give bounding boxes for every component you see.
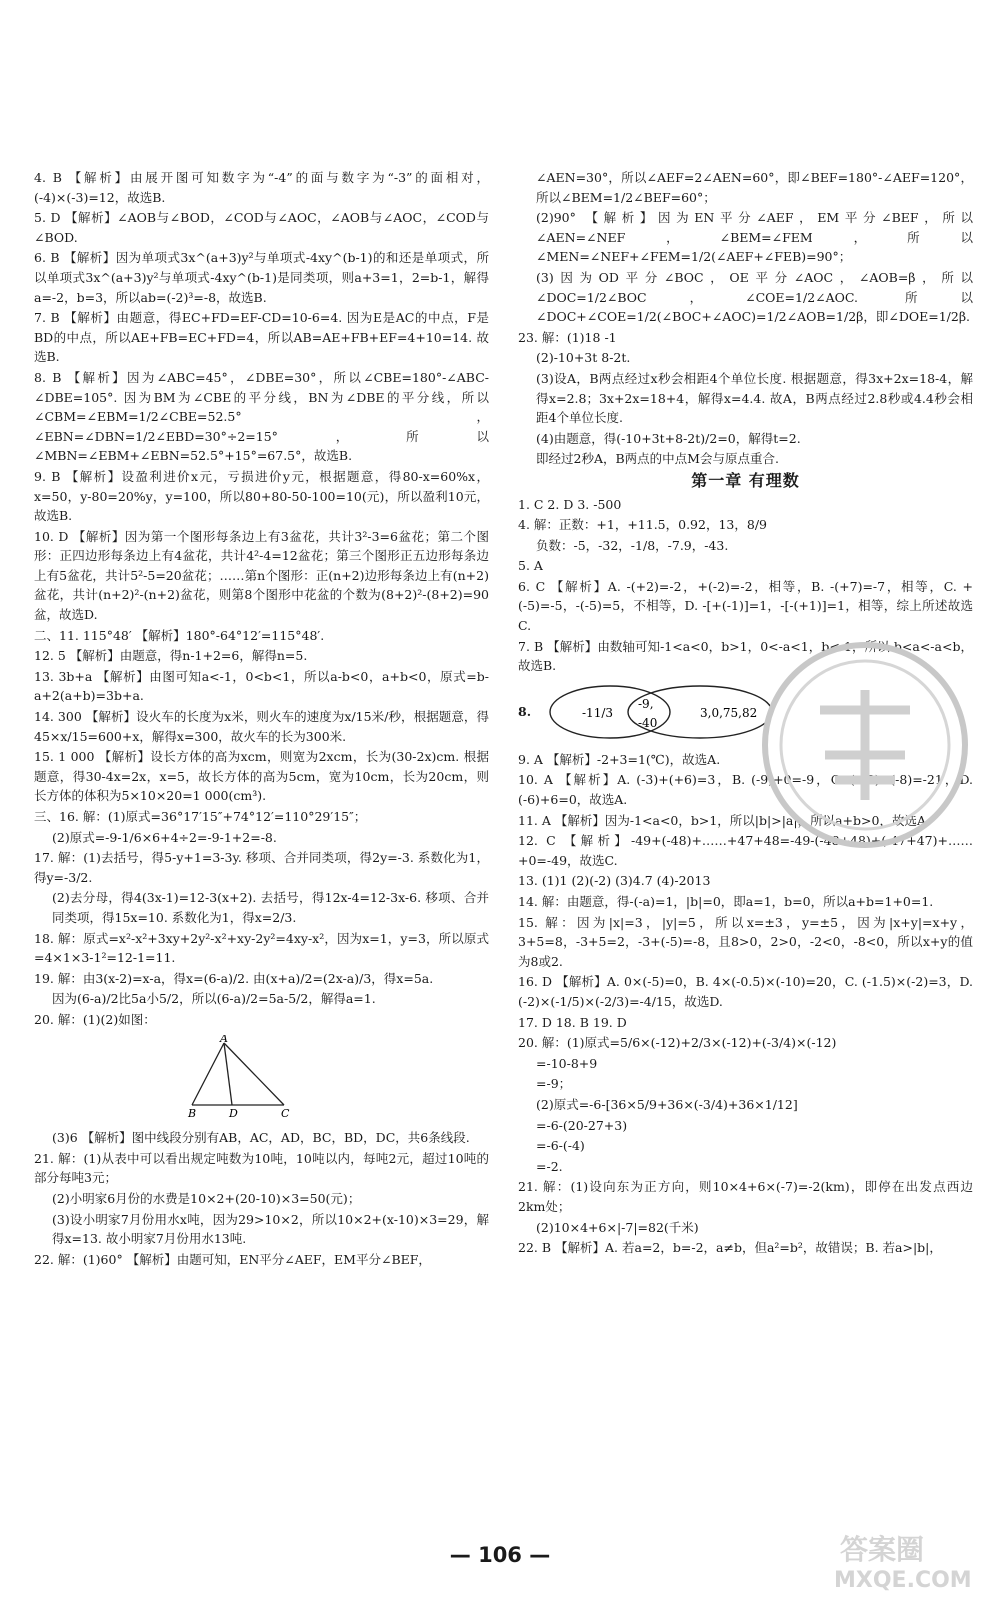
venn-middle-top: -9, <box>638 696 654 711</box>
answer-16-1: 三、16. 解：(1)原式=36°17′15″+74°12′=110°29′15″； <box>34 809 367 824</box>
answer-11: 二、11. 115°48′ 【解析】180°-64°12′=115°48′. <box>34 627 325 643</box>
ch1-answer-21-2: (2)10×4+6×|-7|=82(千米) <box>536 1219 699 1235</box>
answer-20: 20. 解：(1)(2)如图： <box>34 1011 156 1027</box>
ch1-answer-20-2: (2)原式=-6-[36×5/9+36×(-3/4)+36×1/12] <box>536 1096 798 1112</box>
answer-5: 5. D 【解析】∠AOB与∠BOD，∠COD与∠AOC，∠AOB与∠AOC，∠COD与∠BOD. <box>34 210 489 245</box>
answer-23-conclusion: 即经过2秒A，B两点的中点M会与原点重合. <box>536 451 779 467</box>
answer-22-1: 22. 解：(1)60° 【解析】由题可知，EN平分∠AEF，EM平分∠BEF， <box>34 1251 431 1267</box>
answer-22-3: (3)因为OD平分∠BOC，OE平分∠AOC，∠AOB=β，所以∠DOC=1/2∠BOC，∠COE=1/2∠AOC. 所以∠DOC+∠COE=1/2(∠BOC+∠AOC)=1/2∠AOB=1/2β，即∠DOE=1/2β. <box>536 269 973 325</box>
ch1-answer-5: 5. A <box>518 558 543 574</box>
ch1-answer-16: 16. D 【解析】A. 0×(-5)=0，B. 4×(-0.5)×(-10)=20，C. (-1.5)×(-2)=3，D. (-2)×(-1/5)×(-2/3)=-4/15，故选D. <box>518 974 973 1009</box>
ch1-answer-20-step: =-6-(-4) <box>536 1138 585 1154</box>
answer-9: 9. B 【解析】设盈利进价x元，亏损进价y元，根据题意，得80-x=60%x，x=50，y-80=20%y，y=100，所以80+80-50-100=10(元)，所以盈利10元，故选B. <box>34 468 489 524</box>
answer-22-cont: ∠AEN=30°，所以∠AEF=2∠AEN=60°，即∠BEF=180°-∠AEF=120°，所以∠BEM=1/2∠BEF=60°； <box>536 170 973 205</box>
answer-23-3: (3)设A，B两点经过x秒会相距4个单位长度. 根据题意，得3x+2x=18-4，解得x=2.8；3x+2x=18+4，解得x=4.4. 故A，B两点经过2.8秒或4.4秒会相距4个单位长度. <box>536 370 973 426</box>
ch1-answer-11: 11. A 【解析】因为-1<a<0，b>1，所以|b|>|a|，所以a+b>0，故选A. <box>518 812 930 828</box>
triangle-diagram <box>184 1035 304 1119</box>
answer-21-1: 21. 解：(1)从表中可以看出规定吨数为10吨，10吨以内，每吨2元，超过10吨的部分每吨3元； <box>34 1150 489 1186</box>
ch1-answer-20-1: 20. 解：(1)原式=5/6×(-12)+2/3×(-12)+(-3/4)×(-12) <box>518 1035 837 1051</box>
ch1-answer-22: 22. B 【解析】A. 若a=2，b=-2，a≠b，但a²=b²，故错误；B. 若a>|b|， <box>518 1240 942 1256</box>
label-b: B <box>188 1106 197 1119</box>
ch1-answer-4-negative: 负数：-5，-32，-1/8，-7.9，-43. <box>536 537 729 553</box>
site-watermark-logo <box>828 1525 988 1595</box>
ch1-answer-21-1: 21. 解：(1)设向东为正方向，则10×4+6×(-7)=-2(km)，即停在出发点西边2km处； <box>518 1179 973 1214</box>
ch1-answer-14: 14. 解：由题意，得-(-a)=1，|b|=0，即a=1，b=0，所以a+b=1+0=1. <box>518 894 934 909</box>
ch1-answer-13: 13. (1)1 (2)(-2) (3)4.7 (4)-2013 <box>518 873 711 889</box>
ch1-answer-17-19: 17. D 18. B 19. D <box>518 1014 627 1030</box>
ch1-answer-1-3: 1. C 2. D 3. -500 <box>518 496 622 512</box>
stamp-watermark-logo <box>760 640 970 850</box>
answer-19-2: 因为(6-a)/2比5a小5/2，所以(6-a)/2=5a-5/2，解得a=1. <box>52 991 376 1007</box>
answer-22-2: (2)90° 【解析】因为EN平分∠AEF，EM平分∠BEF，所以∠AEN=∠NEF，∠BEM=∠FEM，所以∠MEN=∠NEF+∠FEM=1/2(∠AEF+∠FEB)=90°； <box>536 210 973 265</box>
chapter-title: 第一章 有理数 <box>691 470 800 490</box>
venn-right: 3,0,75,82 <box>700 705 758 720</box>
answer-13: 13. 3b+a 【解析】由图可知a<-1，0<b<1，所以a-b<0，a+b<0，原式=b-a+2(a+b)=3b+a. <box>34 668 489 704</box>
page-number: — 106 — <box>449 1543 551 1567</box>
ch1-answer-20-step: =-6-(20-27+3) <box>536 1117 628 1133</box>
ch1-answer-10: 10. A 【解析】A. (-3)+(+6)=3，B. (-9)+0=-9，C. (-13)+(-8)=-21，D. (-6)+6=0，故选A. <box>518 772 973 808</box>
ch1-answer-20-step: =-10-8+9 <box>536 1055 598 1071</box>
label-c: C <box>281 1106 290 1119</box>
answer-20-3: (3)6 【解析】图中线段分别有AB，AC，AD，BC，BD，DC，共6条线段. <box>52 1130 470 1146</box>
ch1-answer-20-step: =-9； <box>536 1076 572 1092</box>
ch1-answer-20-step: =-2. <box>536 1158 563 1174</box>
answer-7: 7. B 【解析】由题意，得EC+FD=EF-CD=10-6=4. 因为E是AC的中点，F是BD的中点，所以AE+FB=EC+FD=4，所以AB=AE+FB+EF=4+10=14. 故选B. <box>34 310 489 365</box>
svg-text:答案圈: 答案圈 <box>840 1533 925 1566</box>
answer-23-2: (2)-10+3t 8-2t. <box>536 350 631 366</box>
ch1-answer-7: 7. B 【解析】由数轴可知-1<a<0，b>1，0<-a<1，b<-1，所以-b<a<-a<b，故选B. <box>518 638 973 674</box>
answer-17-1: 17. 解：(1)去括号，得5-y+1=3-3y. 移项、合并同类项，得2y=-3. 系数化为1，得y=-3/2. <box>34 850 489 885</box>
venn-middle-bottom: -40 <box>638 715 658 730</box>
venn-left: -11/3 <box>582 705 614 720</box>
answer-12: 12. 5 【解析】由题意，得n-1+2=6，解得n=5. <box>34 648 308 664</box>
ch1-answer-15: 15. 解：因为|x|=3，|y|=5，所以x=±3，y=±5，因为|x+y|=x+y，3+5=8，-3+5=2，-3+(-5)=-8，且8>0，2>0，-2<0，-8<0，所以x+y的值为8或2. <box>518 914 973 969</box>
answer-4: 4. B 【解析】由展开图可知数字为“-4”的面与数字为“-3”的面相对，(-4)×(-3)=12，故选B. <box>34 170 489 205</box>
answer-23-4: (4)由题意，得(-10+3t+8-2t)/2=0，解得t=2. <box>536 430 801 446</box>
label-d: D <box>229 1106 238 1119</box>
answer-15: 15. 1 000 【解析】设长方体的高为xcm，则宽为2xcm，长为(30-2x)cm. 根据题意，得30-4x=2x，x=5，故长方体的高为5cm，宽为10cm，长为20cm，则长方体的体积为5×10×20=1 000(cm³). <box>34 749 489 804</box>
answer-14: 14. 300 【解析】设火车的长度为x米，则火车的速度为x/15米/秒，根据题意，得45×x/15=600+x，解得x=300，故火车的长为300米. <box>34 709 489 744</box>
answer-16-2: (2)原式=-9-1/6×6+4÷2=-9-1+2=-8. <box>52 829 277 845</box>
ch1-answer-6: 6. C 【解析】A. -(+2)=-2，+(-2)=-2，相等，B. -(+7)=-7，相等，C. +(-5)=-5，-(-5)=5，不相等，D. -[+(-1)]=1，-[-(+1)]=1，相等，综上所述故选C. <box>518 578 973 634</box>
ch1-answer-9: 9. A 【解析】-2+3=1(℃)，故选A. <box>518 751 721 767</box>
left-column <box>34 168 489 1270</box>
ch1-answer-4-positive: 4. 解：正数：+1，+11.5，0.92，13，8/9 <box>518 517 767 533</box>
answer-6: 6. B 【解析】因为单项式3x^(a+3)y²与单项式-4xy^(b-1)的和还是单项式，所以单项式3x^(a+3)y²与单项式-4xy^(b-1)是同类项，则a+3=1，2=b-1，解得a=-2，b=3，所以ab=(-2)³=-8，故选B. <box>34 250 489 305</box>
label-a: A <box>220 1034 228 1045</box>
answer-17-2: (2)去分母，得4(3x-1)=12-3(x+2). 去括号，得12x-4=12-3x-6. 移项、合并同类项，得15x=10. 系数化为1，得x=2/3. <box>52 890 489 925</box>
answer-18: 18. 解：原式=x²-x²+3xy+2y²-x²+xy-2y²=4xy-x²，因为x=1，y=3，所以原式=4×1×3-1²=12-1=11. <box>34 930 489 966</box>
answer-10: 10. D 【解析】因为第一个图形每条边上有3盆花，共计3²-3=6盆花；第二个图形：正四边形每条边上有4盆花，共计4²-4=12盆花；第三个图形正五边形每条边上有5盆花，共计5²-5=20盆花；……第n个图形：正(n+2)边形每条边上有(n+2)盆花，共计(n+2)²-(n+2)盆花，则第8个图形中花盆的个数为(8+2)²-(8+2)=90盆，故选D. <box>34 528 489 623</box>
venn-number: 8. <box>518 704 532 720</box>
svg-text:MXQE.COM: MXQE.COM <box>834 1568 972 1593</box>
answer-21-2: (2)小明家6月份的水费是10×2+(20-10)×3=50(元)； <box>52 1190 361 1206</box>
answer-19-1: 19. 解：由3(x-2)=x-a，得x=(6-a)/2. 由(x+a)/2=(2x-a)/3，得x=5a. <box>34 970 434 986</box>
answer-8: 8. B 【解析】因为∠ABC=45°，∠DBE=30°，所以∠CBE=180°-∠ABC-∠DBE=105°. 因为BM为∠CBE的平分线，BN为∠DBE的平分线，所以∠CBM=∠EBM=1/2∠CBE=52.5°，∠EBN=∠DBN=1/2∠EBD=30°÷2=15°，所以∠MBN=∠EBM+∠EBN=52.5°+15°=67.5°，故选B. <box>34 369 489 464</box>
answer-23-1: 23. 解：(1)18 -1 <box>518 329 617 345</box>
answer-21-3: (3)设小明家7月份用水x吨，因为29>10×2，所以10×2+(x-10)×3=29，解得x=13. 故小明家7月份用水13吨. <box>52 1211 489 1247</box>
ch1-answer-12: 12. C 【解析】-49+(-48)+……+47+48=-49-(-48+48)+(-47+47)+……+0=-49，故选C. <box>518 833 973 868</box>
